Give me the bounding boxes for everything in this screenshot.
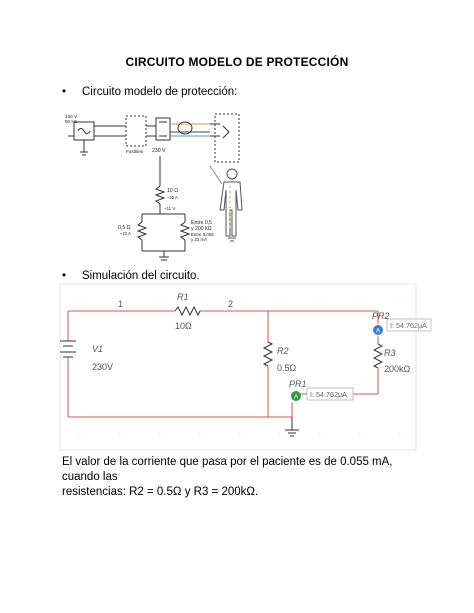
probe-pr2-reading: I: 54.762μA [390,321,427,330]
r-left-label: 0,5 Ω [118,225,131,231]
patient-line-2: y 200 kΩ [191,226,212,232]
r-top-current: ~22 A [167,195,178,200]
source-label-2: 50 Hz [65,119,78,124]
patient-line-1: Entre 0,5 [191,220,213,226]
conclusion-line-2: resistencias: R2 = 0.5Ω y R3 = 200kΩ. [62,486,259,498]
fuses-box [126,116,146,146]
bullet-circuit-model-text: Circuito modelo de protección: [82,86,238,98]
v1-value: 230V [92,362,114,372]
probe-pr1-reading: I: 54.762μA [310,390,347,399]
fuses-label: Fusibles [126,149,144,154]
r3-value: 200kΩ [384,364,411,374]
source-label-1: 230 V [65,114,78,119]
r1-name: R1 [177,292,189,302]
r-top-label: 10 Ω [167,188,179,194]
bullet-simulation-text: Simulación del circuito. [82,270,200,282]
resistor-10-ohm [156,186,164,204]
r3-name: R3 [384,348,396,358]
node-1-label: 1 [118,299,124,309]
pr1-name: PR1 [289,379,307,389]
r2-name: R2 [277,346,289,356]
simulation-schematic [60,284,427,450]
resistor-0-5-ohm [138,222,146,240]
node-2-label: 2 [228,299,234,309]
r1-value: 10Ω [175,321,192,331]
conclusion-line-1: El valor de la corriente que pasa por el paciente es de 0.055 mA, cuando las [62,456,393,483]
patient-line-3: Entre 0,055 [191,232,214,237]
patient-figure-icon [210,166,242,241]
probe-pr1-letter: A [293,393,299,401]
resistor-patient [181,222,189,240]
source-voltage-label: 230 V [152,148,166,154]
r-left-current: ~22 A [120,231,131,236]
conclusion-paragraph [62,455,422,500]
pr2-name: PR2 [372,311,390,321]
r2-value: 0.5Ω [277,363,297,373]
page-title: CIRCUITO MODELO DE PROTECCIÓN [125,55,349,69]
patient-line-4: y 22 mA [191,237,208,242]
probe-pr2-letter: A [375,327,381,335]
ac-source-symbol [78,129,90,134]
bullet-symbol: • [62,270,67,282]
node-voltage: ~11 V [164,206,176,211]
v1-name: V1 [92,344,104,354]
connector-plug [156,118,170,140]
bullet-symbol: • [62,86,67,98]
protection-circuit-figure [60,106,275,266]
device-box [215,114,239,162]
